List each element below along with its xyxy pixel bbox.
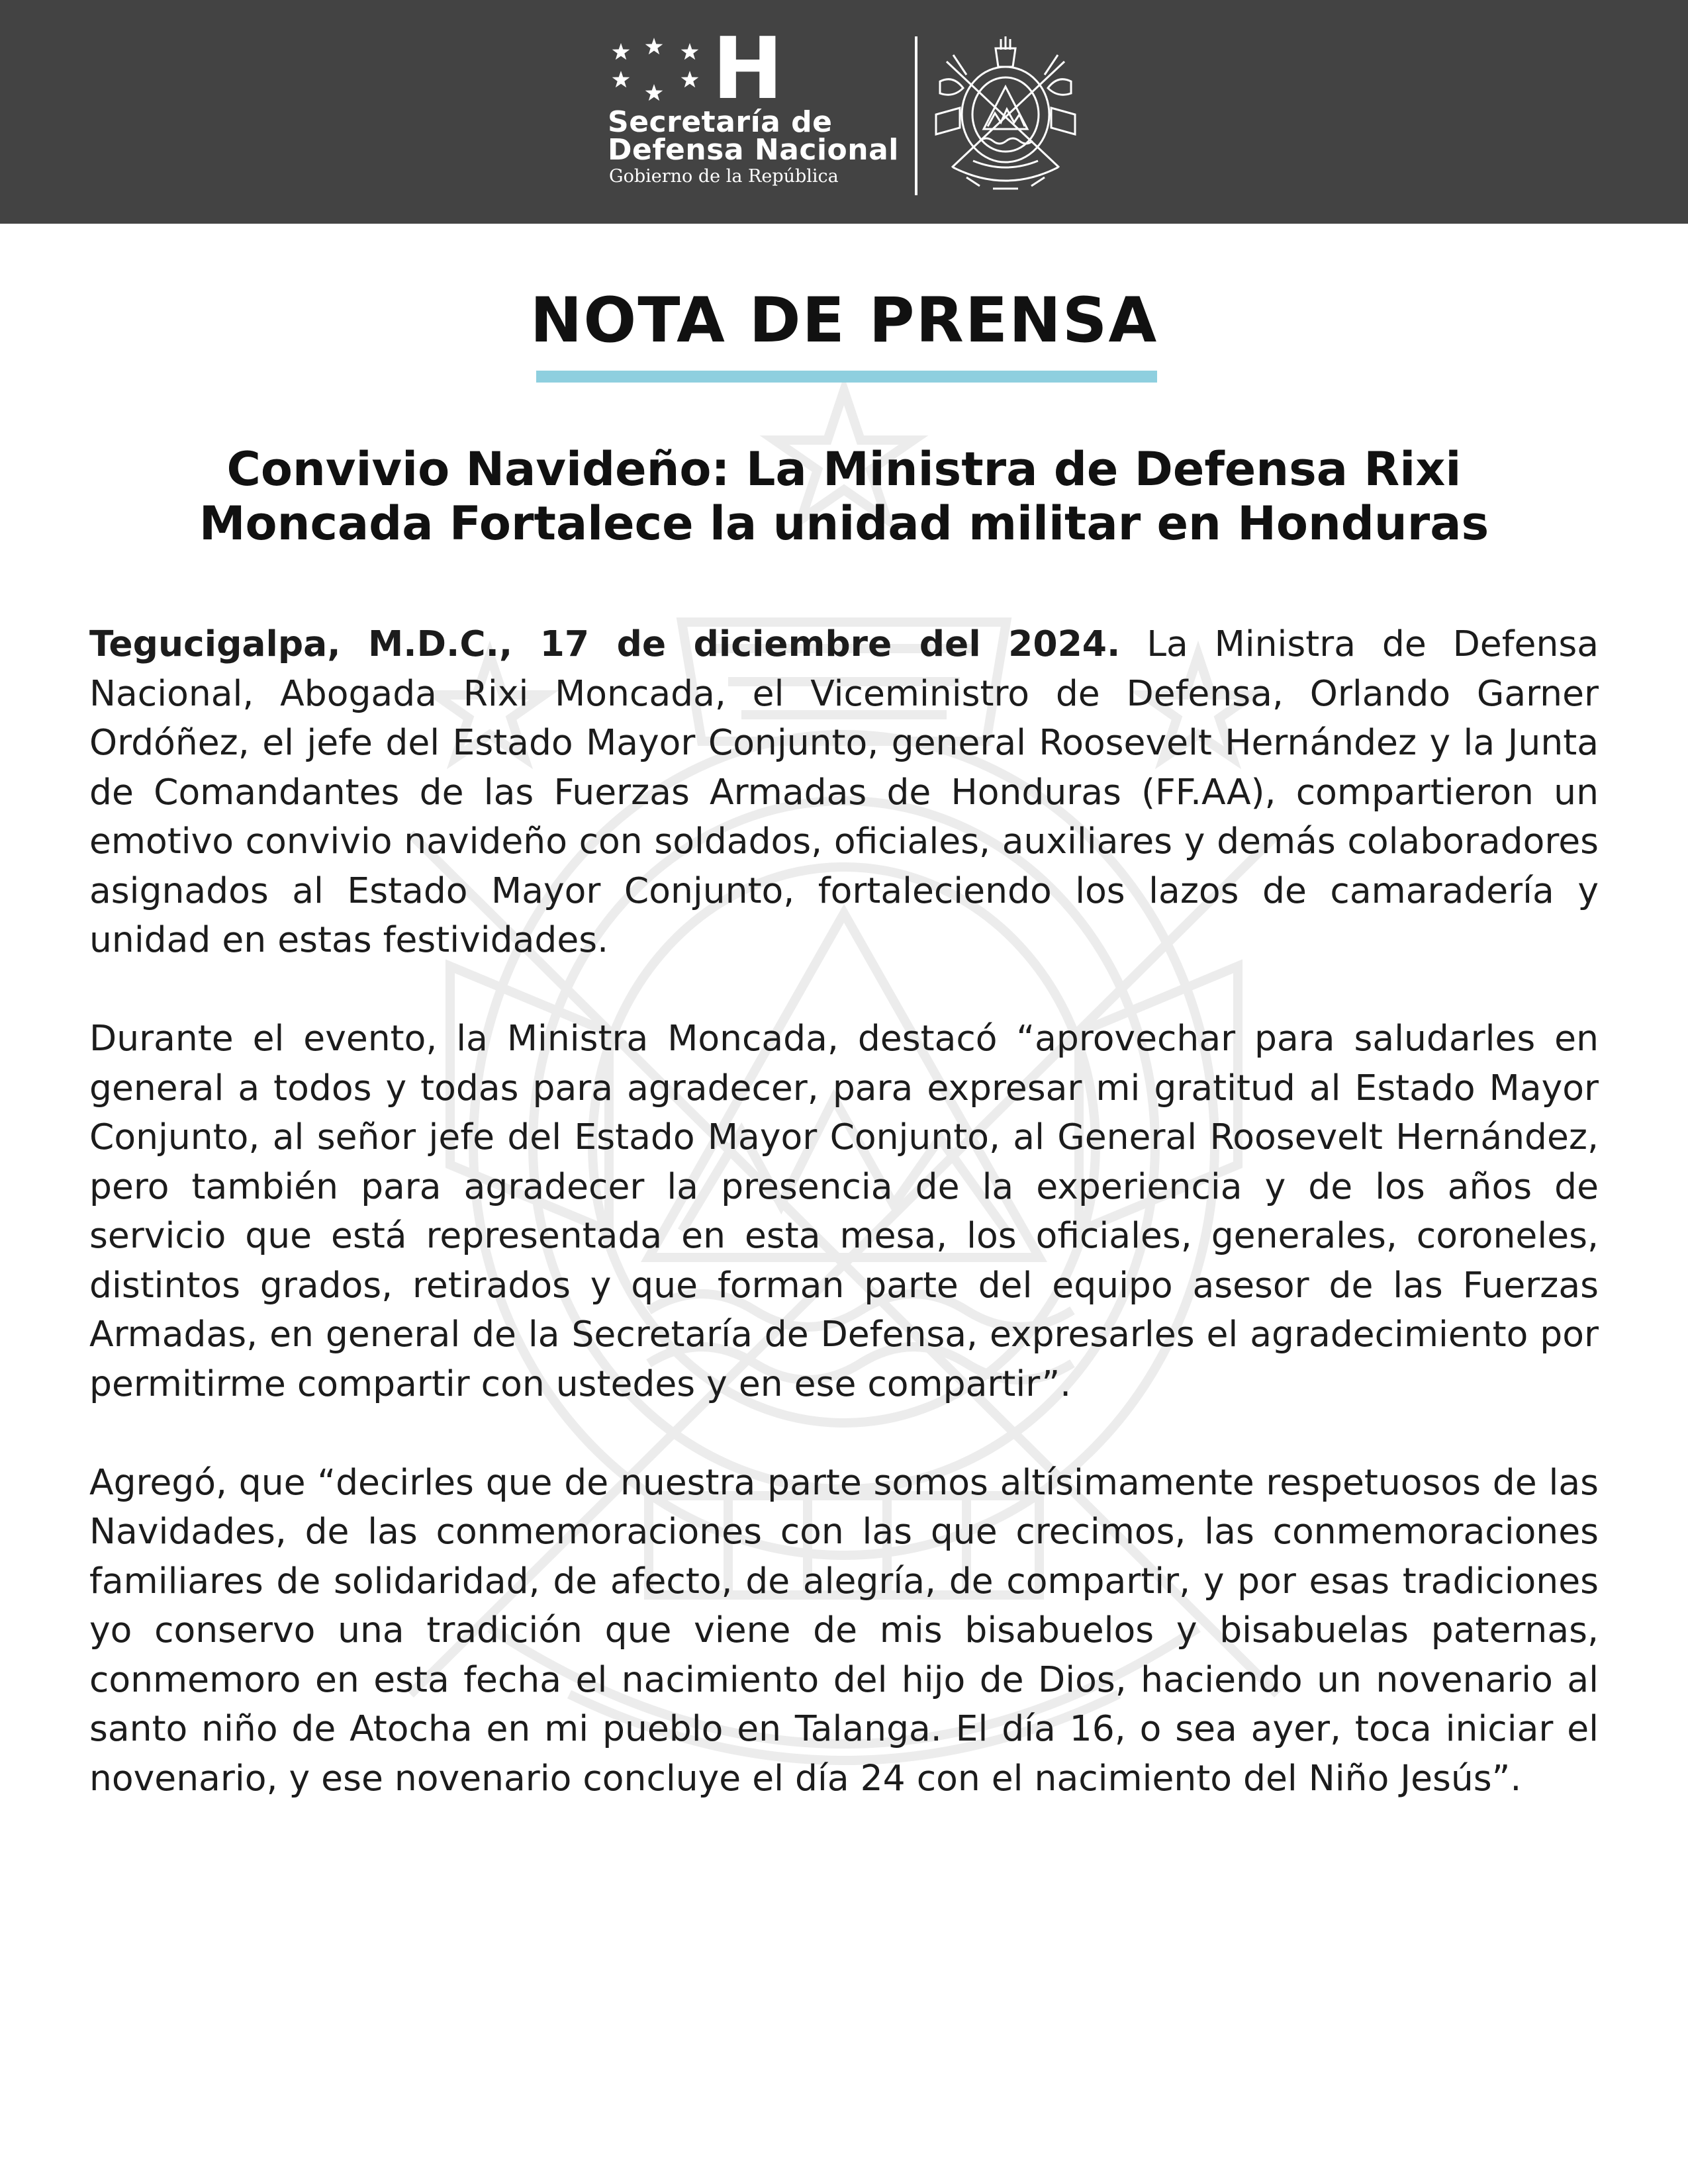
ministry-name-line-1: Secretaría de bbox=[608, 105, 833, 139]
title-underline bbox=[536, 371, 1157, 383]
headline-line-1: Convivio Navideño: La Ministra de Defensa Rixi bbox=[226, 442, 1462, 496]
logo-divider bbox=[915, 36, 917, 195]
headline bbox=[79, 442, 1609, 551]
paragraph-1-text: La Ministra de Defensa Nacional, Abogada Rixi Moncada, el Viceministro de Defensa, Orlando Garner Ordóñez, el jefe del Estado Mayor Conjunto, general Roosevelt Hernández y la Junta de Comandantes de las Fuerzas Armadas de Honduras (FF.AA), compartieron un emotivo convivio navideño con soldados, oficiales, auxiliares y demás colaboradores asignados al Estado Mayor Conjunto, fortaleciendo los lazos de camaradería y unidad en estas festividades. bbox=[89, 623, 1599, 960]
header-band bbox=[0, 0, 1688, 224]
paragraph-2: Durante el evento, la Ministra Moncada, destacó “aprovechar para saludarles en general a todos y todas para agradecer, para expresar mi gratitud al Estado Mayor Conjunto, al señor jefe del Estado Mayor Conjunto, al General Roosevelt Hernández, pero también para agradecer la presencia de la experiencia y de los años de servicio que está representada en esta mesa, los oficiales, generales, coroneles, distintos grados, retirados y que forman parte del equipo asesor de las Fuerzas Armadas, en general de la Secretaría de Defensa, expresarles el agradecimiento por permitirme compartir con ustedes y en ese compartir”. bbox=[89, 1017, 1599, 1404]
star-icon bbox=[608, 38, 714, 104]
article-body bbox=[89, 619, 1599, 1852]
page-title: NOTA DE PRENSA bbox=[530, 285, 1158, 357]
dateline: Tegucigalpa, M.D.C., 17 de diciembre del 2024. bbox=[89, 623, 1121, 664]
honduras-coat-of-arms-icon bbox=[927, 35, 1084, 195]
ministry-name-line-2: Defensa Nacional bbox=[608, 133, 899, 167]
ministry-logo bbox=[608, 20, 1084, 195]
government-line: Gobierno de la República bbox=[609, 166, 839, 187]
paragraph-3: Agregó, que “decirles que de nuestra parte somos altísimamente respetuosos de las Navidades, de las conmemoraciones con las que crecimos, las conmemoraciones familiares de solidaridad, de afecto, de alegría, de compartir, y por esas tradiciones yo conservo una tradición que viene de mis bisabuelos y bisabuelas paternas, conmemoro en esta fecha el nacimiento del hijo de Dios, haciendo un novenario al santo niño de Atocha en mi pueblo en Talanga. El día 16, o sea ayer, toca iniciar el novenario, y ese novenario concluye el día 24 con el nacimiento del Niño Jesús”. bbox=[89, 1461, 1599, 1799]
headline-line-2: Moncada Fortalece la unidad militar en Honduras bbox=[199, 496, 1489, 551]
h-logo-mark: H bbox=[712, 20, 784, 118]
paragraph-1 bbox=[89, 619, 1599, 965]
